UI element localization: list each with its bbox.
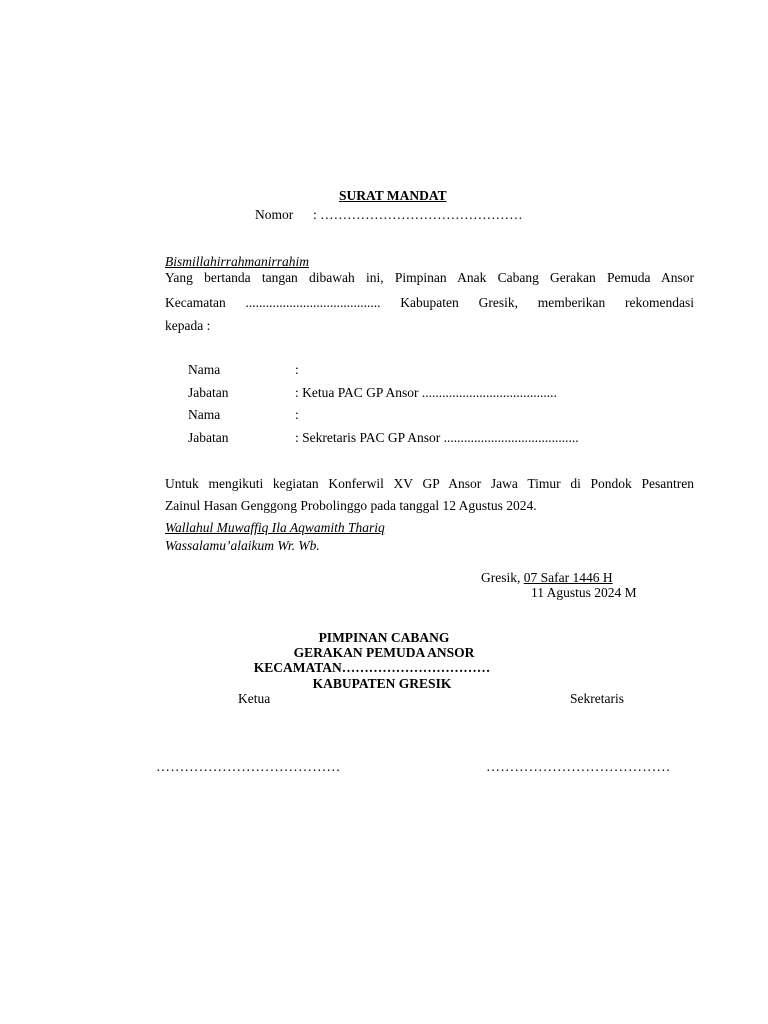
nomor-label: Nomor xyxy=(255,207,294,222)
nomor-line xyxy=(255,208,523,222)
field-label: Nama xyxy=(188,407,221,422)
nomor-value: : ……………………………………… xyxy=(313,207,523,222)
field-value: : xyxy=(295,362,299,377)
date-masehi: 11 Agustus 2024 M xyxy=(531,585,637,600)
field-value: : xyxy=(295,407,299,422)
body-line-2: Zainul Hasan Genggong Probolinggo pada tanggal 12 Agustus 2024. xyxy=(165,498,537,513)
org-line-3: KECAMATAN…………………………… xyxy=(253,660,491,675)
closing-line-2: Wassalamu’alaikum Wr. Wb. xyxy=(165,538,320,553)
field-label: Jabatan xyxy=(188,385,229,400)
intro-line-3: kepada : xyxy=(165,318,211,333)
intro-line-1: Yang bertanda tangan dibawah ini, Pimpinan Anak Cabang Gerakan Pemuda Ansor xyxy=(165,270,694,285)
field-label: Nama xyxy=(188,362,221,377)
org-line-2: GERAKAN PEMUDA ANSOR xyxy=(293,645,475,660)
signature-line-ketua: ………………………………… xyxy=(156,760,341,775)
signature-title-sekretaris: Sekretaris xyxy=(570,691,624,706)
org-line-4: KABUPATEN GRESIK xyxy=(312,676,452,691)
org-line-1: PIMPINAN CABANG xyxy=(318,630,450,645)
field-jabatan-1 xyxy=(188,386,557,400)
date-hijri: 07 Safar 1446 H xyxy=(523,570,613,585)
date-hijri-line xyxy=(481,571,613,585)
intro-line-2: Kecamatan ........................................ Kabupaten Gresik, memberikan rekomendasi xyxy=(165,295,694,310)
date-place: Gresik, xyxy=(481,570,521,585)
field-nama-2 xyxy=(188,408,299,422)
closing-line-1: Wallahul Muwaffiq Ila Aqwamith Thariq xyxy=(165,520,385,535)
field-nama-1 xyxy=(188,363,299,377)
body-line-1: Untuk mengikuti kegiatan Konferwil XV GP Ansor Jawa Timur di Pondok Pesantren xyxy=(165,476,694,491)
field-value: : Ketua PAC GP Ansor ........................................ xyxy=(295,385,557,400)
field-jabatan-2 xyxy=(188,431,579,445)
signature-line-sekretaris: ………………………………… xyxy=(486,760,671,775)
bismillah-line: Bismillahirrahmanirrahim xyxy=(165,254,310,269)
document-title: SURAT MANDAT xyxy=(339,188,447,203)
field-label: Jabatan xyxy=(188,430,229,445)
field-value: : Sekretaris PAC GP Ansor ........................................ xyxy=(295,430,579,445)
signature-title-ketua: Ketua xyxy=(238,691,271,706)
